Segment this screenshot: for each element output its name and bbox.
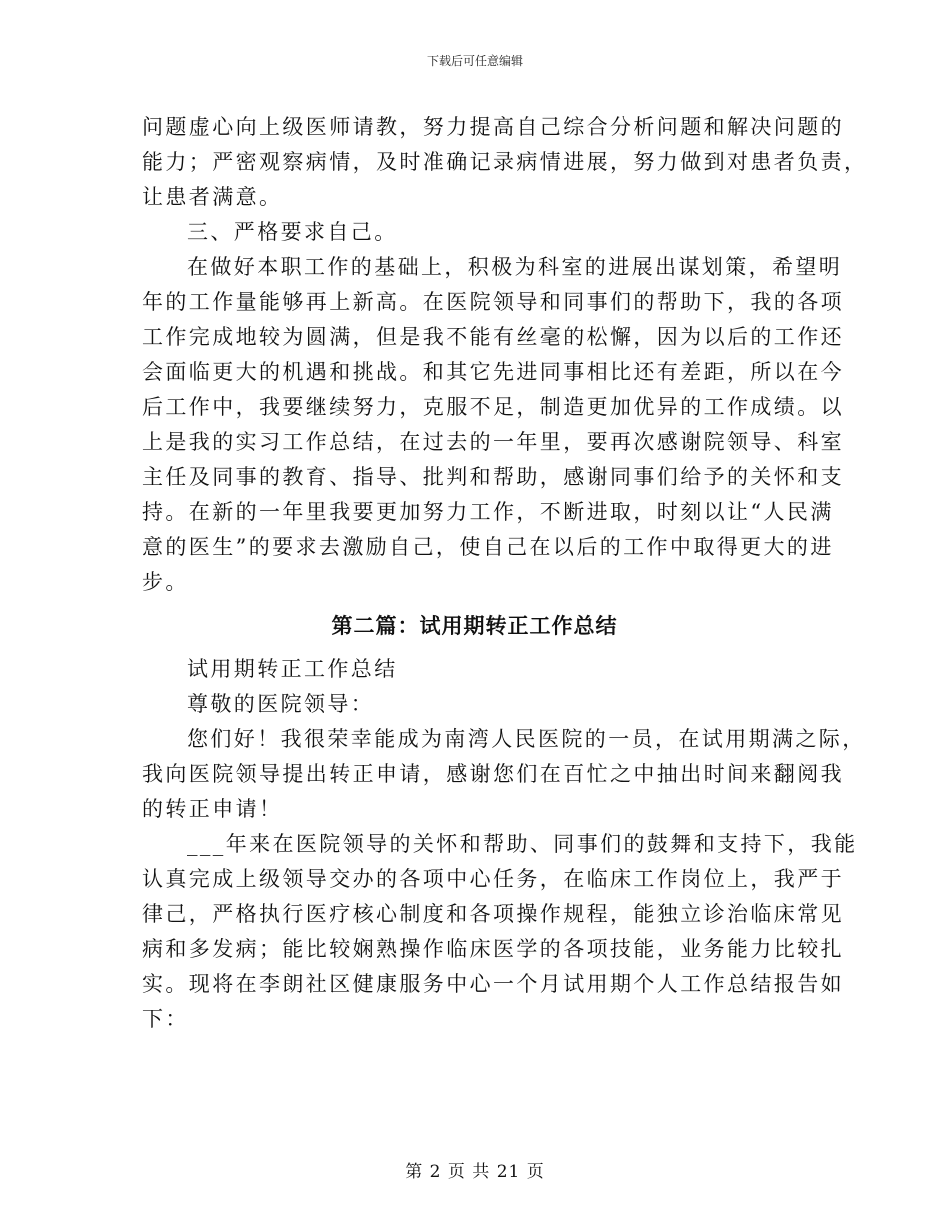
body-line: 我向医院领导提出转正申请，感谢您们在百忙之中抽出时间来翻阅我 xyxy=(142,762,844,786)
body-line: 的转正申请！ xyxy=(142,797,283,821)
page-number: 第 2 页 共 21 页 xyxy=(405,1162,545,1182)
body-line: 能力；严密观察病情，及时准确记录病情进展，努力做到对患者负责， xyxy=(142,150,868,174)
body-line: 工作完成地较为圆满，但是我不能有丝毫的松懈，因为以后的工作还 xyxy=(142,325,844,349)
doc-subtitle: 试用期转正工作总结 xyxy=(187,657,398,681)
body-line: 您们好！我很荣幸能成为南湾人民医院的一员，在试用期满之际， xyxy=(187,727,866,751)
body-line: 意的医生”的要求去激励自己，使自己在以后的工作中取得更大的进 xyxy=(142,535,834,559)
body-line: 在做好本职工作的基础上，积极为科室的进展出谋划策，希望明 xyxy=(187,255,843,279)
body-line: 持。在新的一年里我要更加努力工作，不断进取，时刻以让“人民满 xyxy=(142,500,834,524)
body-line: 下： xyxy=(142,1007,189,1031)
body-line: 实。现将在李朗社区健康服务中心一个月试用期个人工作总结报告如 xyxy=(142,972,844,996)
salutation: 尊敬的医院领导： xyxy=(187,692,375,716)
body-line: 步。 xyxy=(142,570,189,594)
body-line: 病和多发病；能比较娴熟操作临床医学的各项技能，业务能力比较扎 xyxy=(142,937,844,961)
body-line: 会面临更大的机遇和挑战。和其它先进同事相比还有差距，所以在今 xyxy=(142,360,844,384)
body-line: 问题虚心向上级医师请教，努力提高自己综合分析问题和解决问题的 xyxy=(142,115,844,139)
body-line: 主任及同事的教育、指导、批判和帮助，感谢同事们给予的关怀和支 xyxy=(142,465,844,489)
section-heading-three: 三、严格要求自己。 xyxy=(187,220,398,244)
body-line: 上是我的实习工作总结，在过去的一年里，要再次感谢院领导、科室 xyxy=(142,430,844,454)
section-title: 第二篇：试用期转正工作总结 xyxy=(331,614,618,638)
body-line: 律己，严格执行医疗核心制度和各项操作规程，能独立诊治临床常见 xyxy=(142,902,844,926)
body-line: 年的工作量能够再上新高。在医院领导和同事们的帮助下，我的各项 xyxy=(142,290,844,314)
body-line: 让患者满意。 xyxy=(142,185,283,209)
body-line: 认真完成上级领导交办的各项中心任务，在临床工作岗位上，我严于 xyxy=(142,867,844,891)
document-body xyxy=(142,110,868,1037)
page-header: 下载后可任意编辑 xyxy=(426,54,523,68)
body-line: ___年来在医院领导的关怀和帮助、同事们的鼓舞和支持下，我能 xyxy=(187,832,858,856)
body-line: 后工作中，我要继续努力，克服不足，制造更加优异的工作成绩。以 xyxy=(142,395,844,419)
